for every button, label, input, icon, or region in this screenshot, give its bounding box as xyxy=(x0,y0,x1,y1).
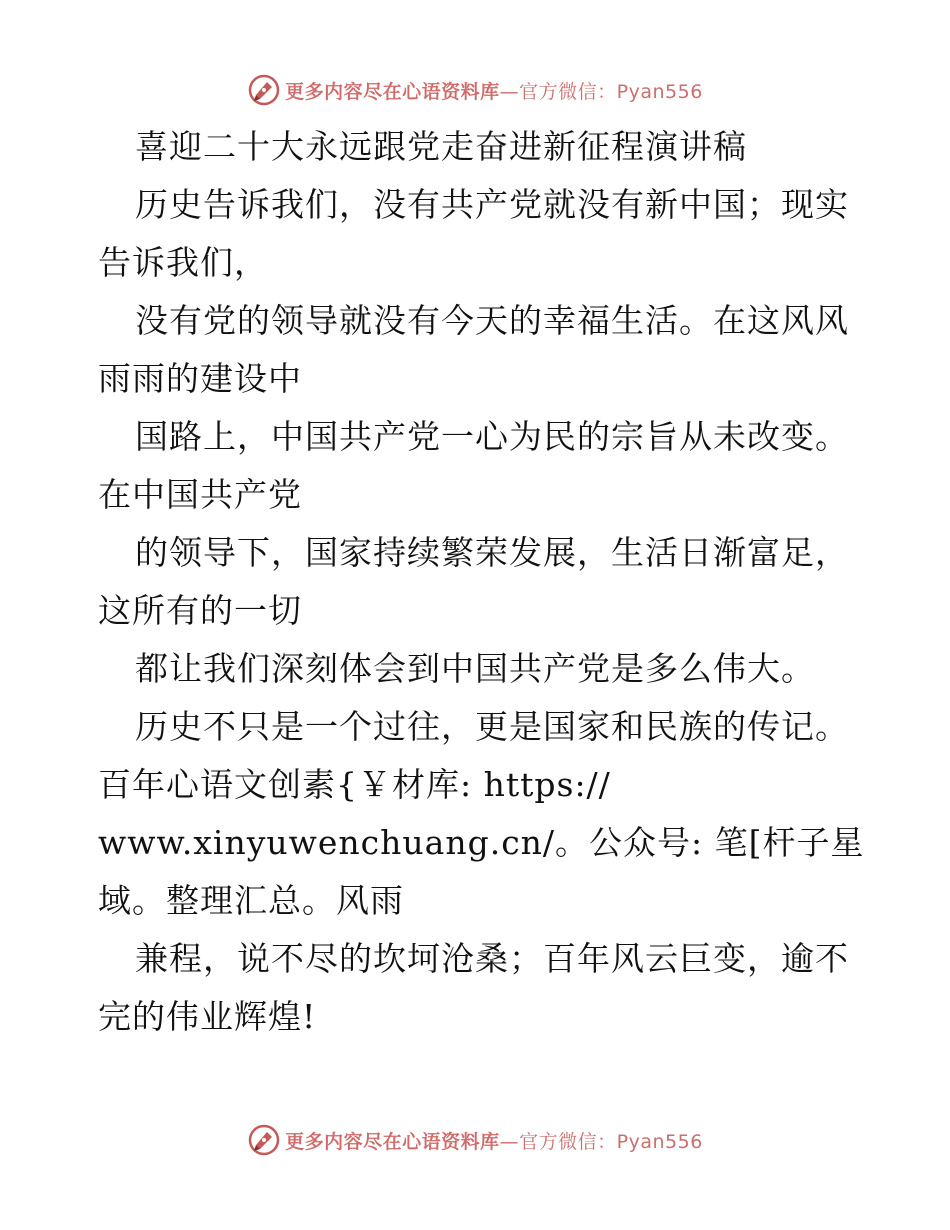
document-title: 喜迎二十大永远跟党走奋进新征程演讲稿 xyxy=(135,127,747,166)
paragraph-line: 告诉我们， xyxy=(98,243,268,282)
footer-banner-title: 更多内容尽在心语资料库 xyxy=(285,1130,500,1153)
header-banner-title: 更多内容尽在心语资料库 xyxy=(285,80,500,103)
paragraph-line: 历史不只是一个过往，更是国家和民族的传记。 xyxy=(135,707,849,746)
paragraph-line: 百年心语文创素{￥材库: https:// xyxy=(98,765,611,804)
paragraph-line: 历史告诉我们，没有共产党就没有新中国；现实 xyxy=(135,185,849,224)
paragraph-line: 在中国共产党 xyxy=(98,475,302,514)
header-watermark-banner xyxy=(0,70,950,110)
paragraph-line: 都让我们深刻体会到中国共产党是多么伟大。 xyxy=(135,649,815,688)
pen-nib-logo-icon xyxy=(247,73,281,107)
header-banner-contact: —官方微信：Pyan556 xyxy=(499,80,703,103)
paragraph-line: 域。整理汇总。风雨 xyxy=(98,881,404,920)
pen-nib-logo-icon xyxy=(247,1123,281,1157)
paragraph-line: 兼程，说不尽的坎坷沧桑；百年风云巨变，逾不 xyxy=(135,939,849,978)
paragraph-line: 雨雨的建设中 xyxy=(98,359,302,398)
paragraph-line: 完的伟业辉煌! xyxy=(98,997,317,1036)
document-body xyxy=(98,118,865,1046)
paragraph-line: 这所有的一切 xyxy=(98,591,302,630)
paragraph-line: 的领导下，国家持续繁荣发展，生活日渐富足， xyxy=(135,533,849,572)
paragraph-line: www.xinyuwenchuang.cn/。公众号: 笔[杆子星 xyxy=(98,823,865,862)
footer-watermark-banner xyxy=(0,1120,950,1160)
footer-banner-contact: —官方微信：Pyan556 xyxy=(499,1130,703,1153)
paragraph-line: 国路上，中国共产党一心为民的宗旨从未改变。 xyxy=(135,417,849,456)
paragraph-line: 没有党的领导就没有今天的幸福生活。在这风风 xyxy=(135,301,849,340)
